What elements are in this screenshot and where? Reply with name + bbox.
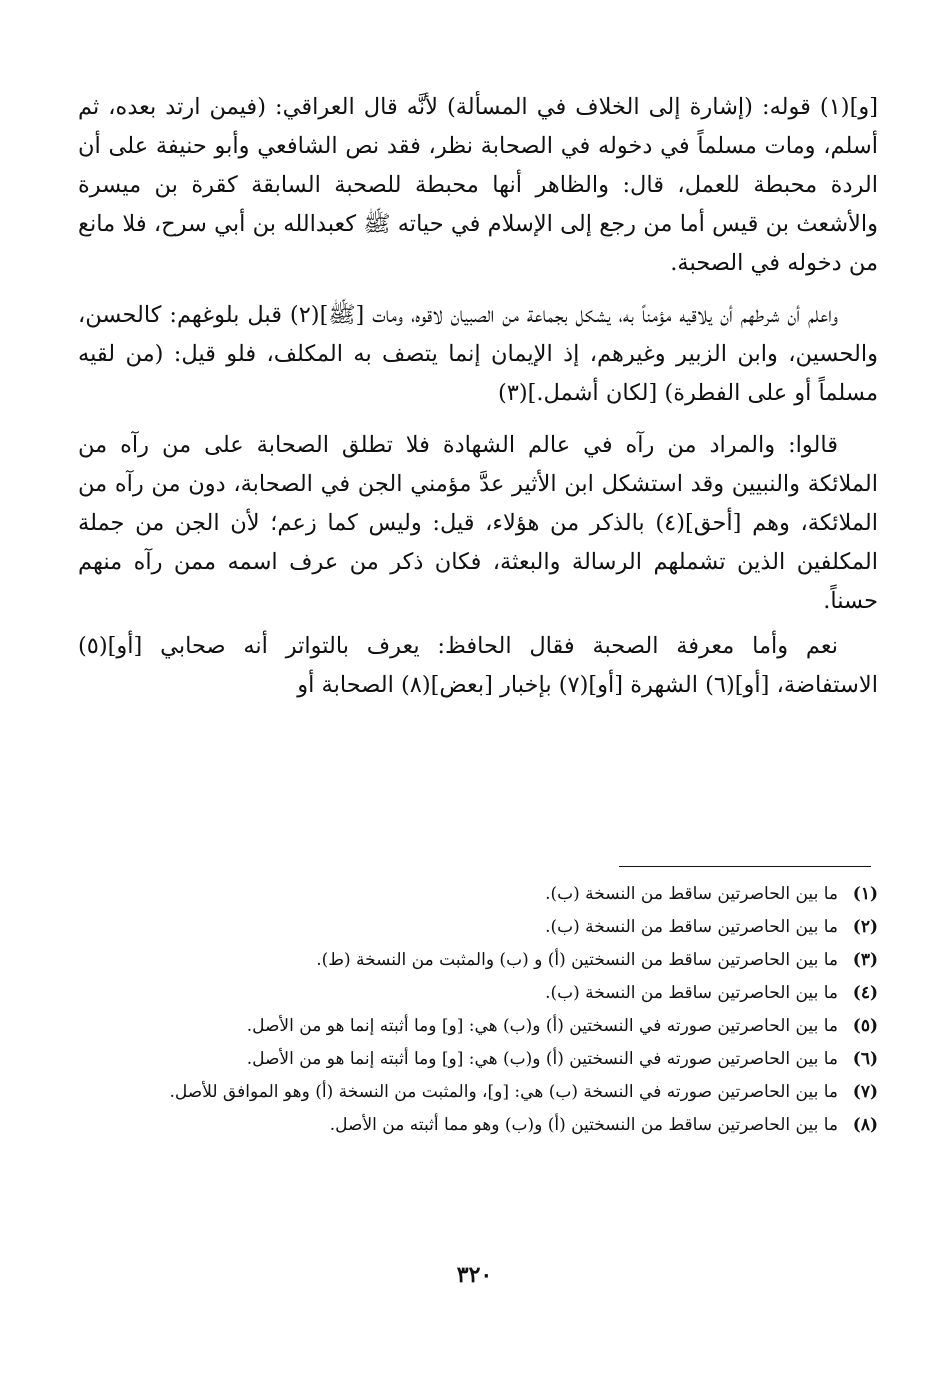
footnote-text: ما بين الحاصرتين صورته في النسخة (ب) هي: [و]، والمثبت من النسخة (أ) وهو الموافق للأصل.: [169, 1082, 838, 1102]
footnote-number: (٦): [852, 1049, 878, 1069]
footnote-text: ما بين الحاصرتين صورته في النسختين (أ) و(ب) هي: [و] وما أثبته إنما هو من الأصل.: [246, 1049, 838, 1069]
footnote-number: (٨): [852, 1115, 878, 1135]
footnote-text: ما بين الحاصرتين ساقط من النسخة (ب).: [545, 983, 838, 1003]
footnotes: [78, 878, 878, 1142]
footnote-item: [78, 1076, 878, 1109]
page-number: ٣٢٠: [456, 1262, 493, 1288]
footnote-item: [78, 1043, 878, 1076]
footnote-item: [78, 977, 878, 1010]
footnote-number: (١): [852, 884, 878, 904]
paragraph-2: واعلم أن شرطهم أن يلاقيه مؤمناً به، يشكل بجماعة من الصبيان لاقوه، ومات [ﷺ](٢) قبل بلوغهم: كالحسن، والحسين، وابن الزبير وغيرهم، إذ الإيمان إنما يتصف به المكلف، فلو قيل: (من لقيه مسلماً أو على الفطرة) [لكان أشمل.](٣): [78, 302, 878, 406]
paragraph-4: نعم وأما معرفة الصحبة فقال الحافظ: يعرف بالتواتر أنه صحابي [أو](٥) الاستفاضة، [أو](٦) الشهرة [أو](٧) بإخبار [بعض](٨) الصحابة أو: [78, 633, 878, 698]
page-body: [78, 88, 878, 718]
footnote-number: (٤): [852, 983, 878, 1003]
footnote-text: ما بين الحاصرتين ساقط من النسخة (ب).: [545, 884, 838, 904]
main-text: [78, 88, 878, 705]
footnote-item: [78, 911, 878, 944]
footnote-divider: [619, 866, 871, 867]
footnote-item: [78, 878, 878, 911]
footnote-text: ما بين الحاصرتين ساقط من النسخة (ب).: [545, 917, 838, 937]
footnote-text: ما بين الحاصرتين ساقط من النسختين (أ) و(ب) وهو مما أثبته من الأصل.: [329, 1115, 838, 1135]
footnote-item: [78, 1010, 878, 1043]
footnote-text: ما بين الحاصرتين ساقط من النسختين (أ) و (ب) والمثبت من النسخة (ط).: [316, 950, 838, 970]
footnote-item: [78, 944, 878, 977]
footnote-number: (٣): [852, 950, 878, 970]
paragraph-1: [و](١) قوله: (إشارة إلى الخلاف في المسألة) لأنَّه قال العراقي: (فيمن ارتد بعده، ثم أسلم، ومات مسلماً في دخوله في الصحابة نظر، فقد نص الشافعي وأبو حنيفة على أن الردة محبطة للعمل، قال: والظاهر أنها محبطة للصحبة السابقة كقرة بن ميسرة والأشعث بن قيس أما من رجع إلى الإسلام في حياته ﷺ كعبدالله بن أبي سرح، فلا مانع من دخوله في الصحبة.: [78, 94, 878, 276]
footnote-number: (٥): [852, 1016, 878, 1036]
footnote-number: (٢): [852, 917, 878, 937]
footnote-item: [78, 1109, 878, 1142]
footnote-number: (٧): [852, 1082, 878, 1102]
paragraph-3: قالوا: والمراد من رآه في عالم الشهادة فلا تطلق الصحابة على من رآه من الملائكة والنبيين وقد استشكل ابن الأثير عدَّ مؤمني الجن في الصحابة، دون من رآه من الملائكة، وهم [أحق](٤) بالذكر من هؤلاء، قيل: وليس كما زعم؛ لأن الجن من جملة المكلفين الذين تشملهم الرسالة والبعثة، فكان ذكر من عرف اسمه ممن رآه منهم حسناً.: [78, 432, 878, 614]
footnote-text: ما بين الحاصرتين صورته في النسختين (أ) و(ب) هي: [و] وما أثبته إنما هو من الأصل.: [246, 1016, 838, 1036]
